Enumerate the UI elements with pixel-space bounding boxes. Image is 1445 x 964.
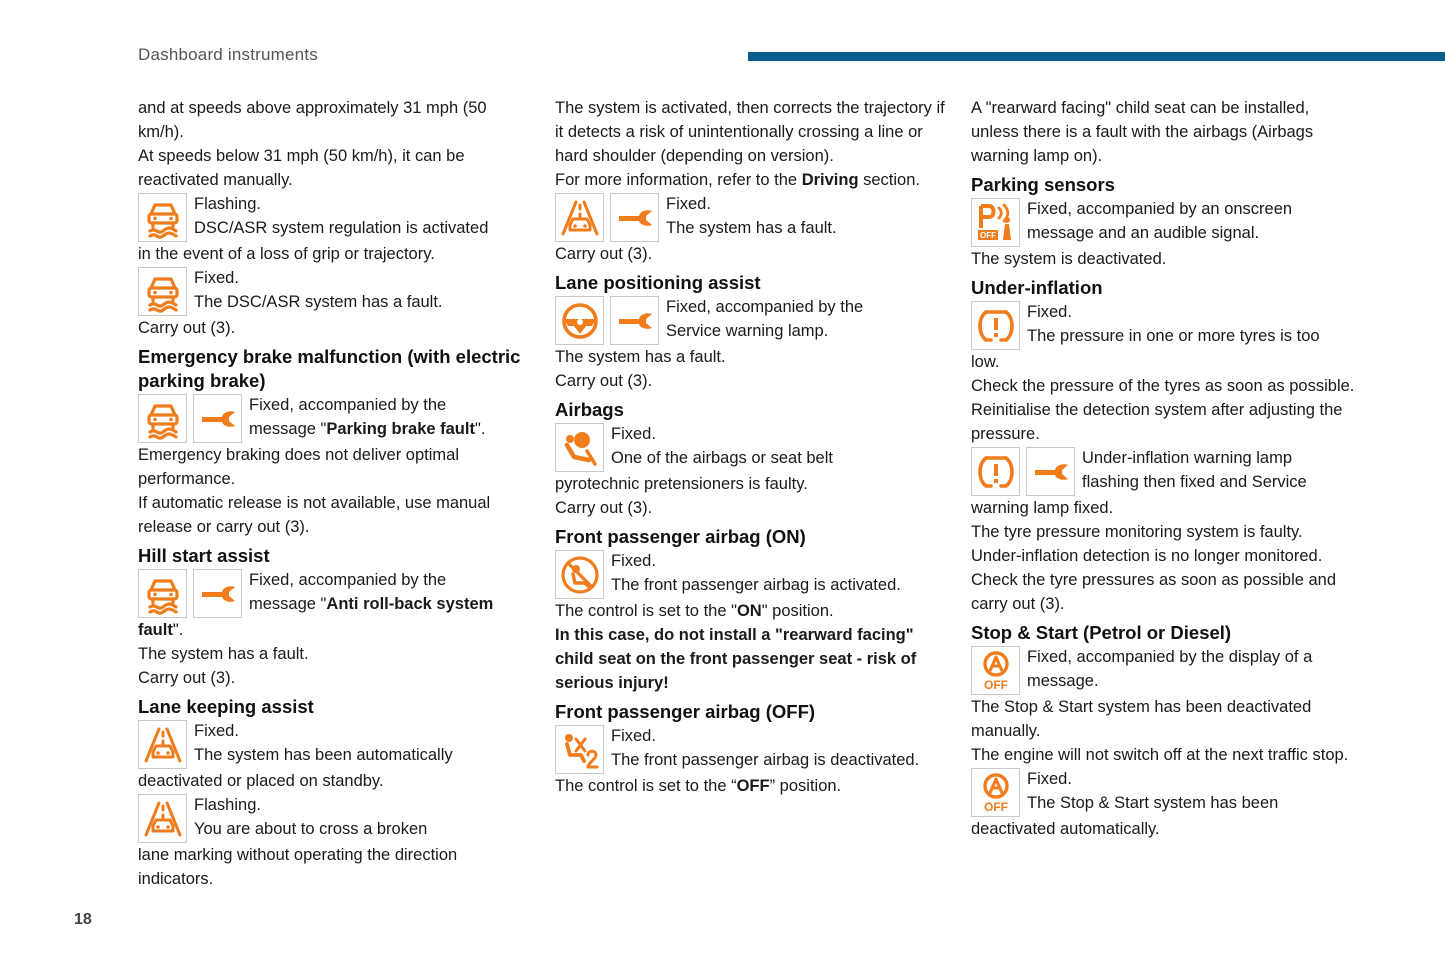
paragraph: and at speeds above approximately 31 mph (50 km/h). bbox=[138, 99, 487, 141]
entry-continuation: Carry out (3). bbox=[555, 245, 653, 263]
warning-entry-stop-start-manual bbox=[971, 645, 1356, 695]
paragraph: For more information, refer to the Driving section. bbox=[555, 171, 920, 189]
entry-continuation: deactivated or placed on standby. bbox=[138, 772, 384, 790]
header-accent-bar bbox=[748, 52, 1445, 61]
warning-entry-parking-sensors bbox=[971, 197, 1356, 247]
passenger-airbag-off-icon bbox=[555, 725, 604, 774]
section-heading-airbags: Airbags bbox=[555, 399, 624, 420]
entry-description: message "Anti roll-back system bbox=[249, 595, 494, 613]
paragraph: If automatic release is not available, use manual release or carry out (3). bbox=[138, 494, 491, 536]
paragraph: The system is activated, then corrects the trajectory if it detects a risk of unintentionally crossing a line or hard shoulder (depending on version). bbox=[555, 99, 945, 165]
service-wrench-icon bbox=[193, 394, 242, 443]
page-header-title: Dashboard instruments bbox=[138, 45, 318, 64]
entry-description: message. bbox=[1027, 672, 1099, 690]
steering-wheel-icon bbox=[555, 296, 604, 345]
section-heading-passenger-airbag-on: Front passenger airbag (ON) bbox=[555, 526, 806, 547]
column-1 bbox=[138, 96, 530, 891]
entry-description: The system has a fault. bbox=[666, 219, 837, 237]
entry-status: Fixed, accompanied by the display of a bbox=[1027, 648, 1313, 666]
entry-continuation: deactivated automatically. bbox=[971, 820, 1160, 838]
warning-entry-airbags bbox=[555, 422, 950, 472]
paragraph: Carry out (3). bbox=[138, 669, 236, 687]
entry-description: One of the airbags or seat belt bbox=[611, 449, 833, 467]
parking-sensors-off-icon bbox=[971, 198, 1020, 247]
entry-status: Under-inflation warning lamp bbox=[1082, 449, 1293, 467]
paragraph: The engine will not switch off at the next traffic stop. bbox=[971, 746, 1349, 764]
entry-description: The pressure in one or more tyres is too bbox=[1027, 327, 1320, 345]
entry-description: The Stop & Start system has been bbox=[1027, 794, 1279, 812]
tyre-pressure-icon bbox=[971, 447, 1020, 496]
entry-continuation: low. bbox=[971, 353, 1000, 371]
entry-continuation: in the event of a loss of grip or trajectory. bbox=[138, 245, 435, 263]
paragraph: The system has a fault. bbox=[138, 645, 309, 663]
warning-entry-hill-start bbox=[138, 568, 530, 618]
paragraph: Reinitialise the detection system after adjusting the pressure. bbox=[971, 401, 1343, 443]
airbag-icon bbox=[555, 423, 604, 472]
entry-status: Flashing. bbox=[194, 195, 261, 213]
paragraph: The tyre pressure monitoring system is faulty. bbox=[971, 523, 1303, 541]
warning-entry-lane-positioning bbox=[555, 295, 950, 345]
entry-description: The front passenger airbag is deactivated. bbox=[611, 751, 920, 769]
section-heading-passenger-airbag-off: Front passenger airbag (OFF) bbox=[555, 701, 816, 722]
paragraph: A "rearward facing" child seat can be installed, unless there is a fault with the airbags (Airbags warning lamp on). bbox=[971, 99, 1314, 165]
paragraph: Carry out (3). bbox=[555, 372, 653, 390]
entry-status: Fixed. bbox=[1027, 303, 1072, 321]
entry-status: Fixed. bbox=[666, 195, 711, 213]
entry-status: Fixed, accompanied by the bbox=[249, 571, 447, 589]
entry-description: You are about to cross a broken bbox=[194, 820, 428, 838]
entry-continuation: lane marking without operating the direction indicators. bbox=[138, 846, 458, 888]
section-heading-lane-keeping: Lane keeping assist bbox=[138, 696, 314, 717]
entry-description: The DSC/ASR system has a fault. bbox=[194, 293, 443, 311]
section-heading-emergency-brake: Emergency brake malfunction (with electric parking brake) bbox=[138, 346, 521, 391]
entry-description: Service warning lamp. bbox=[666, 322, 829, 340]
entry-status: Fixed, accompanied by the bbox=[666, 298, 864, 316]
section-heading-stop-start: Stop & Start (Petrol or Diesel) bbox=[971, 622, 1232, 643]
entry-continuation: The system is deactivated. bbox=[971, 250, 1167, 268]
stop-start-off-icon bbox=[971, 768, 1020, 817]
entry-status: Fixed, accompanied by the bbox=[249, 396, 447, 414]
stop-start-icon-label: OFF bbox=[983, 677, 1008, 692]
entry-description: message "Parking brake fault". bbox=[249, 420, 486, 438]
paragraph: The Stop & Start system has been deactivated manually. bbox=[971, 698, 1312, 740]
entry-description: flashing then fixed and Service bbox=[1082, 473, 1307, 491]
service-wrench-icon bbox=[193, 569, 242, 618]
warning-entry-under-inflation-fault bbox=[971, 446, 1356, 496]
column-2 bbox=[555, 96, 950, 798]
entry-status: Fixed. bbox=[194, 722, 239, 740]
dsc-asr-icon bbox=[138, 569, 187, 618]
paragraph: At speeds below 31 mph (50 km/h), it can be reactivated manually. bbox=[138, 147, 465, 189]
paragraph: Check the tyre pressures as soon as possible and carry out (3). bbox=[971, 571, 1337, 613]
warning-entry-dsc-flashing bbox=[138, 192, 530, 242]
entry-continuation: fault". bbox=[138, 621, 184, 639]
service-wrench-icon bbox=[610, 296, 659, 345]
section-heading-hill-start: Hill start assist bbox=[138, 545, 270, 566]
entry-status: Fixed. bbox=[611, 727, 656, 745]
service-wrench-icon bbox=[610, 193, 659, 242]
warning-entry-lane-keeping-flashing bbox=[138, 793, 530, 843]
dsc-asr-icon bbox=[138, 394, 187, 443]
warning-entry-passenger-airbag-on bbox=[555, 549, 950, 599]
entry-status: Fixed. bbox=[611, 552, 656, 570]
warning-entry-under-inflation bbox=[971, 300, 1356, 350]
stop-start-off-icon bbox=[971, 646, 1020, 695]
dsc-asr-icon bbox=[138, 193, 187, 242]
warning-entry-dsc-fixed bbox=[138, 266, 530, 316]
entry-status: Fixed. bbox=[1027, 770, 1072, 788]
section-heading-lane-positioning: Lane positioning assist bbox=[555, 272, 761, 293]
stop-start-icon-label: OFF bbox=[983, 799, 1008, 814]
entry-status: Fixed. bbox=[611, 425, 656, 443]
paragraph: The control is set to the "ON" position. bbox=[555, 602, 834, 620]
safety-warning: In this case, do not install a "rearward facing" child seat on the front passenger seat - risk of serious injury! bbox=[555, 626, 917, 692]
lane-departure-icon bbox=[138, 794, 187, 843]
section-heading-under-inflation: Under-inflation bbox=[971, 277, 1103, 298]
warning-entry-stop-start-auto bbox=[971, 767, 1356, 817]
entry-description: The front passenger airbag is activated. bbox=[611, 576, 901, 594]
service-wrench-icon bbox=[1026, 447, 1075, 496]
dsc-asr-icon bbox=[138, 267, 187, 316]
page-number: 18 bbox=[74, 911, 92, 928]
entry-status: Flashing. bbox=[194, 796, 261, 814]
paragraph: Carry out (3). bbox=[555, 499, 653, 517]
entry-description: message and an audible signal. bbox=[1027, 224, 1260, 242]
paragraph: Emergency braking does not deliver optimal performance. bbox=[138, 446, 460, 488]
paragraph: Under-inflation detection is no longer monitored. bbox=[971, 547, 1323, 565]
passenger-airbag-on-icon bbox=[555, 550, 604, 599]
paragraph: Check the pressure of the tyres as soon as possible. bbox=[971, 377, 1355, 395]
column-3 bbox=[971, 96, 1356, 841]
lane-departure-icon bbox=[138, 720, 187, 769]
warning-entry-passenger-airbag-off bbox=[555, 724, 950, 774]
paragraph: The control is set to the “OFF” position. bbox=[555, 777, 842, 795]
warning-entry-emergency-brake bbox=[138, 393, 530, 443]
entry-description: The system has been automatically bbox=[194, 746, 453, 764]
entry-status: Fixed, accompanied by an onscreen bbox=[1027, 200, 1293, 218]
entry-continuation: warning lamp fixed. bbox=[971, 499, 1114, 517]
entry-continuation: Carry out (3). bbox=[138, 319, 236, 337]
entry-description: DSC/ASR system regulation is activated bbox=[194, 219, 489, 237]
entry-status: Fixed. bbox=[194, 269, 239, 287]
tyre-pressure-icon bbox=[971, 301, 1020, 350]
lane-departure-icon bbox=[555, 193, 604, 242]
warning-entry-lane-keeping-fixed bbox=[138, 719, 530, 769]
warning-entry-lane-system-fault bbox=[555, 192, 950, 242]
paragraph: The system has a fault. bbox=[555, 348, 726, 366]
entry-continuation: pyrotechnic pretensioners is faulty. bbox=[555, 475, 808, 493]
section-heading-parking-sensors: Parking sensors bbox=[971, 174, 1115, 195]
